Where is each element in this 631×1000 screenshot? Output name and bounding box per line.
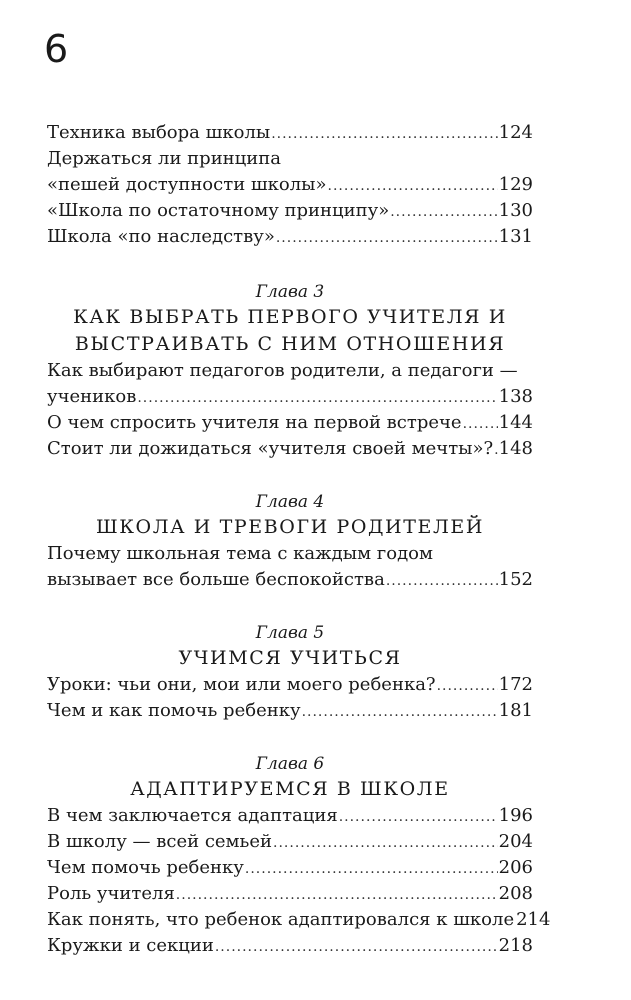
chapter-title: ВЫСТРАИВАТЬ С НИМ ОТНОШЕНИЯ	[74, 333, 506, 355]
toc-entry-title: Чем помочь ребенку	[47, 857, 244, 878]
toc-entry[interactable]	[47, 384, 533, 410]
leader-dots	[437, 673, 498, 699]
toc-entry-page: 196	[498, 805, 533, 826]
leader-dots	[339, 804, 498, 830]
toc-entry[interactable]	[47, 881, 533, 907]
toc-entry[interactable]	[47, 436, 533, 462]
toc-entry-title: «Школа по остаточному принципу»	[47, 200, 390, 221]
toc-entry-page: 131	[498, 226, 533, 247]
chapter-title: АДАПТИРУЕМСЯ В ШКОЛЕ	[130, 778, 450, 800]
chapter-3	[47, 280, 533, 462]
toc-entry-page: 214	[516, 909, 551, 930]
toc-entry-title: вызывает все больше беспокойства	[47, 569, 385, 590]
chapter-label: Глава 3	[255, 282, 325, 302]
toc-entry[interactable]	[47, 410, 533, 436]
leader-dots	[176, 882, 498, 908]
toc-entry-page: 206	[498, 857, 533, 878]
toc-entry-title: Стоит ли дожидаться «учителя своей мечты»?	[47, 438, 494, 459]
page-number: 6	[44, 27, 69, 71]
leader-dots	[271, 121, 497, 147]
leader-dots	[215, 934, 498, 960]
toc-entry-page: 144	[498, 412, 533, 433]
toc-section-top	[47, 120, 533, 250]
chapter-title: КАК ВЫБРАТЬ ПЕРВОГО УЧИТЕЛЯ И	[73, 306, 507, 328]
leader-dots	[494, 437, 497, 463]
toc-entry-page: 172	[498, 674, 533, 695]
toc-entry-title: О чем спросить учителя на первой встрече	[47, 412, 462, 433]
toc-entry[interactable]	[47, 933, 533, 959]
toc-entry-page: 138	[498, 386, 533, 407]
toc-entry-title: «пешей доступности школы»	[47, 174, 327, 195]
toc-entry[interactable]	[47, 698, 533, 724]
chapter-5	[47, 621, 533, 724]
toc-entry[interactable]	[47, 198, 533, 224]
toc-entry-page: 204	[498, 831, 533, 852]
toc-entry-page: 181	[498, 700, 533, 721]
toc-entry[interactable]	[47, 829, 533, 855]
toc-entry[interactable]	[47, 855, 533, 881]
chapter-label: Глава 6	[255, 754, 325, 774]
toc-entry-page: 208	[498, 883, 533, 904]
leader-dots	[386, 568, 498, 594]
leader-dots	[463, 411, 498, 437]
leader-dots	[273, 830, 498, 856]
chapter-4	[47, 490, 533, 593]
toc-entry-title: учеников	[47, 386, 137, 407]
toc-entry[interactable]	[47, 672, 533, 698]
toc-entry-page: 218	[498, 935, 533, 956]
chapter-label: Глава 4	[255, 492, 325, 512]
leader-dots	[245, 856, 498, 882]
toc-entry-title: Техника выбора школы	[47, 122, 271, 143]
toc-entry[interactable]	[47, 172, 533, 198]
leader-dots	[390, 199, 497, 225]
leader-dots	[328, 173, 498, 199]
toc-entry[interactable]	[47, 803, 533, 829]
chapter-6	[47, 752, 551, 959]
toc-entry-title: В школу — всей семьей	[47, 831, 273, 852]
chapter-title: УЧИМСЯ УЧИТЬСЯ	[178, 647, 402, 669]
toc-entry-title: Кружки и секции	[47, 935, 214, 956]
toc-entry-title-lead: Почему школьная тема с каждым годом	[47, 543, 433, 564]
chapter-label: Глава 5	[255, 623, 325, 643]
toc-entry[interactable]	[47, 567, 533, 593]
toc-entry-page: 152	[498, 569, 533, 590]
toc-entry-title-lead: Держаться ли принципа	[47, 148, 281, 169]
toc-entry-title: Школа «по наследству»	[47, 226, 275, 247]
leader-dots	[302, 699, 498, 725]
toc-entry-page: 129	[498, 174, 533, 195]
toc-entry-page: 124	[498, 122, 533, 143]
toc-entry[interactable]	[47, 907, 551, 933]
toc-entry-title: В чем заключается адаптация	[47, 805, 338, 826]
chapter-title: ШКОЛА И ТРЕВОГИ РОДИТЕЛЕЙ	[95, 516, 485, 538]
leader-dots	[137, 385, 497, 411]
toc-entry-title: Как понять, что ребенок адаптировался к школе	[47, 909, 515, 930]
toc-entry-title: Уроки: чьи они, мои или моего ребенка?	[47, 674, 436, 695]
toc-entry-page: 148	[498, 438, 533, 459]
toc-entry-page: 130	[498, 200, 533, 221]
table-of-contents	[47, 120, 551, 959]
toc-entry-title: Роль учителя	[47, 883, 175, 904]
leader-dots	[276, 225, 498, 251]
toc-entry[interactable]	[47, 224, 533, 250]
toc-entry-title-lead: Как выбирают педагогов родители, а педагоги —	[47, 360, 518, 381]
toc-entry[interactable]	[47, 120, 533, 146]
toc-entry-title: Чем и как помочь ребенку	[47, 700, 301, 721]
